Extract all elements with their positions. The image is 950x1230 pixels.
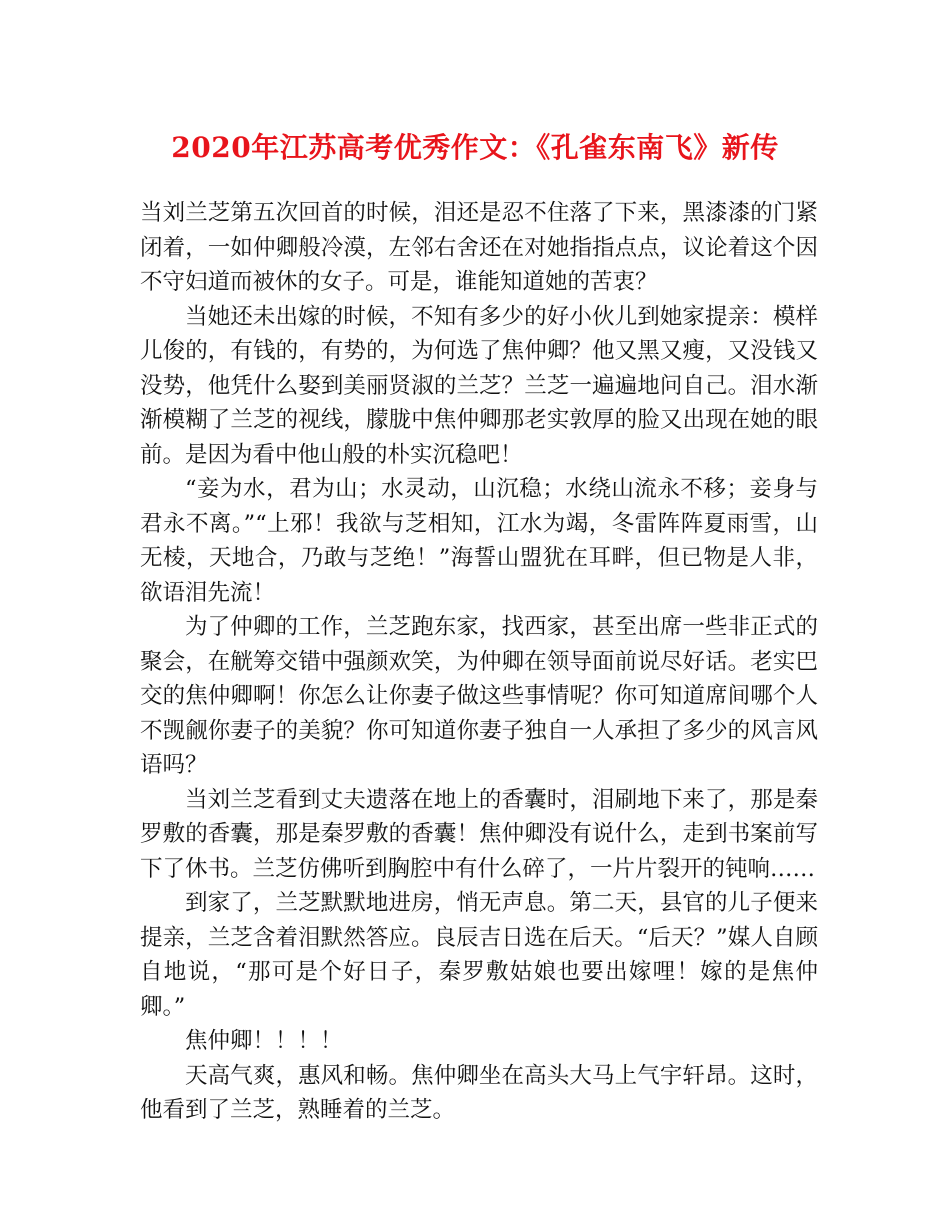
paragraph-1: 当刘兰芝第五次回首的时候，泪还是忍不住落了下来，黑漆漆的门紧闭着，一如仲卿般冷漠，左邻右舍还在对她指指点点，议论着这个因不守妇道而被休的女子。可是，谁能知道她的苦衷？ (140, 200, 818, 295)
document-body (140, 196, 818, 1128)
paragraph-3: “妾为水，君为山；水灵动，山沉稳；水绕山流永不移；妾身与君永不离。”“上邪！我欲与芝相知，江水为竭，冬雷阵阵夏雨雪，山无棱，天地合，乃敢与芝绝！”海誓山盟犹在耳畔，但已物是人非，欲语泪先流！ (140, 476, 818, 606)
paragraph-2: 当她还未出嫁的时候，不知有多少的好小伙儿到她家提亲：模样儿俊的，有钱的，有势的，为何选了焦仲卿？他又黑又瘦，又没钱又没势，他凭什么娶到美丽贤淑的兰芝？兰芝一遍遍地问自己。泪水渐渐模糊了兰芝的视线，朦胧中焦仲卿那老实敦厚的脸又出现在她的眼前。是因为看中他山般的朴实沉稳吧！ (140, 303, 818, 468)
paragraph-7: 焦仲卿！！！！ (185, 1028, 343, 1054)
paragraph-5: 当刘兰芝看到丈夫遗落在地上的香囊时，泪刷地下来了，那是秦罗敷的香囊，那是秦罗敷的香囊！焦仲卿没有说什么，走到书案前写下了休书。兰芝仿佛听到胸腔中有什么碎了，一片片裂开的钝响…… (140, 786, 818, 882)
paragraph-4: 为了仲卿的工作，兰芝跑东家，找西家，甚至出席一些非正式的聚会，在觥筹交错中强颜欢笑，为仲卿在领导面前说尽好话。老实巴交的焦仲卿啊！你怎么让你妻子做这些事情呢？你可知道席间哪个人不觊觎你妻子的美貌？你可知道你妻子独自一人承担了多少的风言风语吗？ (140, 614, 818, 778)
paragraph-6: 到家了，兰芝默默地进房，悄无声息。第二天，县官的儿子便来提亲，兰芝含着泪默然答应。良辰吉日选在后天。“后天？”媒人自顾自地说，“那可是个好日子，秦罗敷姑娘也要出嫁哩！嫁的是焦仲卿。” (140, 890, 818, 1020)
document-title: 2020年江苏高考优秀作文：《孔雀东南飞》新传 (171, 131, 779, 164)
paragraph-8: 天高气爽，惠风和畅。焦仲卿坐在高头大马上气宇轩昂。这时，他看到了兰芝，熟睡着的兰芝。 (140, 1062, 818, 1123)
